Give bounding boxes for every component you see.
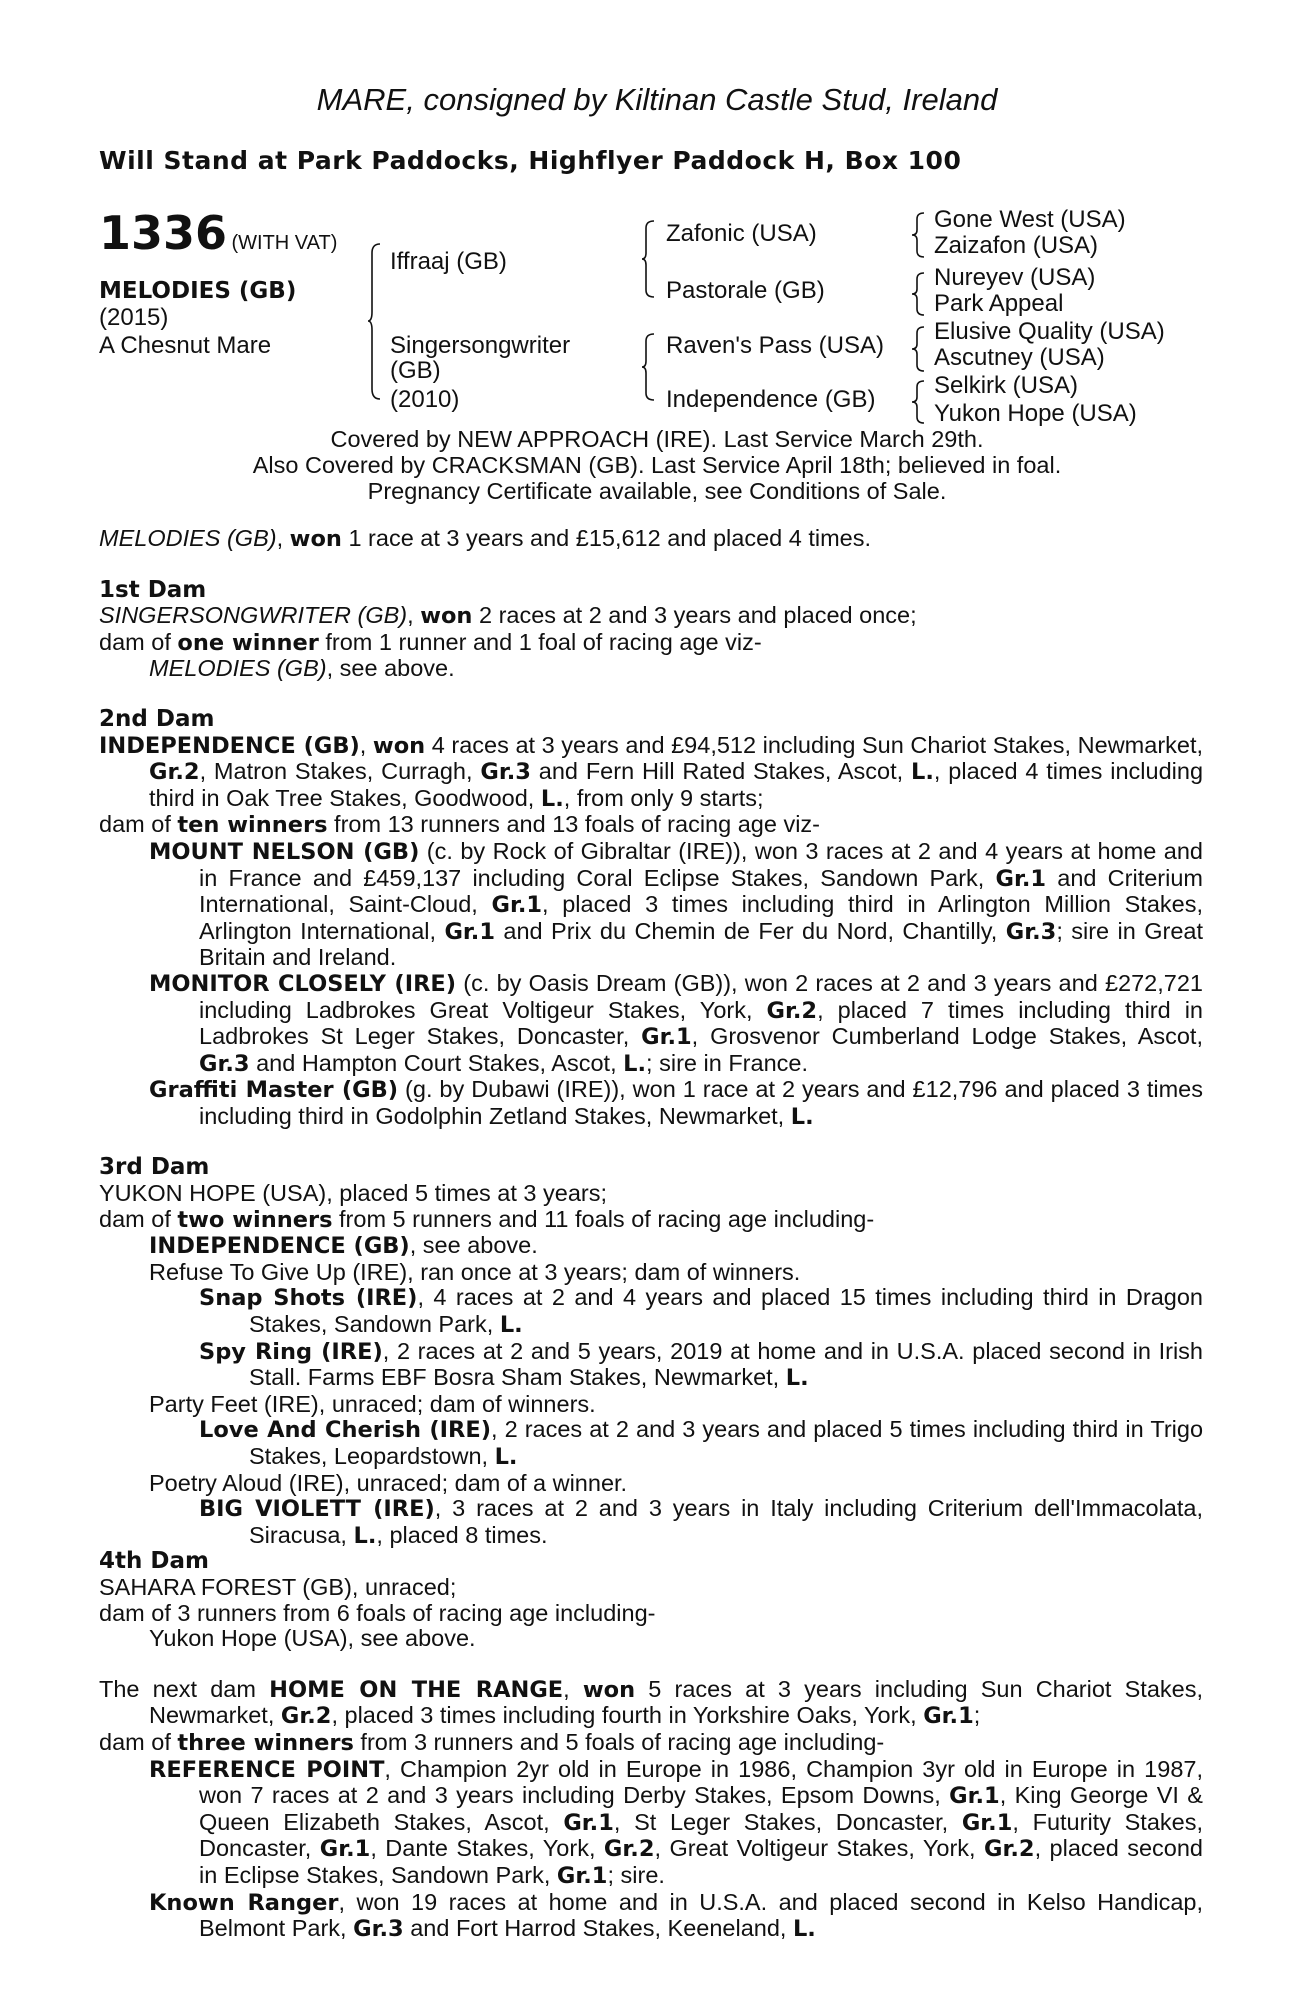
- pedigree-sire-sire: Zafonic (USA): [666, 220, 817, 247]
- brace-ds: [912, 326, 926, 372]
- second-dam-foal-1: MOUNT NELSON (GB) (c. by Rock of Gibraltar (IRE)), won 3 races at 2 and 4 years at home and in France and £459,137 including Coral Eclipse Stakes, Sandown Park, Gr.1 and Criterium International, Saint-Cloud, Gr.1, placed 3 times including third in Arlington Million Stakes, Arlington International, Gr.1 and Prix du Chemin de Fer du Nord, Chantilly, Gr.3; sire in Great Britain and Ireland.: [149, 837, 1204, 971]
- pedigree-dam-dam: Independence (GB): [666, 386, 876, 413]
- pedigree-dam-line1: Singersongwriter: [390, 332, 571, 359]
- second-dam-foal-3: Graffiti Master (GB) (g. by Dubawi (IRE)), won 1 race at 2 years and £12,796 and placed 3 times including third in Godolphin Zetland Stakes, Newmarket, L.: [149, 1076, 1203, 1130]
- third-dam-foal-4: Poetry Aloud (IRE), unraced; dam of a winner.: [149, 1469, 628, 1496]
- third-dam-record: YUKON HOPE (USA), placed 5 times at 3 years;: [99, 1180, 608, 1207]
- third-dam-foal-3: Party Feet (IRE), unraced; dam of winners.: [149, 1390, 596, 1417]
- first-dam-produce: dam of one winner from 1 runner and 1 foal of racing age viz-: [99, 628, 762, 656]
- first-dam-foal: MELODIES (GB), see above.: [149, 655, 455, 682]
- second-dam-heading: 2nd Dam: [99, 705, 215, 732]
- next-dam-record: The next dam HOME ON THE RANGE, won 5 races at 3 years including Sun Chariot Stakes, Newmarket, Gr.2, placed 3 times including fourth in Yorkshire Oaks, York, Gr.1;: [99, 1675, 1203, 1730]
- fourth-dam-produce: dam of 3 runners from 6 foals of racing age including-: [99, 1599, 656, 1626]
- third-dam-foal-1: INDEPENDENCE (GB), see above.: [149, 1232, 538, 1260]
- brace-sd: [912, 272, 926, 316]
- produce-record: [99, 526, 1203, 1943]
- covering-info: [0, 426, 1314, 504]
- third-dam-produce: dam of two winners from 5 runners and 11 foals of racing age including-: [99, 1205, 875, 1233]
- third-dam-grandfoal-4: BIG VIOLETT (IRE), 3 races at 2 and 3 years in Italy including Criterium dell'Immacolata, Siracusa, L., placed 8 times.: [199, 1495, 1204, 1549]
- fourth-dam-record: SAHARA FOREST (GB), unraced;: [99, 1573, 457, 1600]
- pedigree-dam-line3: (2010): [390, 386, 460, 413]
- brace-dd: [912, 380, 926, 424]
- pedigree-dss: Elusive Quality (USA): [934, 318, 1165, 345]
- pedigree-sds: Nureyev (USA): [934, 264, 1096, 291]
- pedigree-sire-dam: Pastorale (GB): [666, 277, 825, 304]
- pedigree-sss: Gone West (USA): [934, 206, 1126, 233]
- brace-dam-line: [642, 333, 656, 401]
- brace-sire-line: [642, 220, 656, 298]
- pedigree-sdd: Park Appeal: [934, 290, 1064, 317]
- lot-number: 1336: [99, 206, 228, 260]
- covering-line-2: Also Covered by CRACKSMAN (GB). Last Service April 18th; believed in foal.: [252, 452, 1062, 478]
- pedigree-ddd: Yukon Hope (USA): [934, 400, 1137, 427]
- next-dam-foal-1: REFERENCE POINT, Champion 2yr old in Europe in 1986, Champion 3yr old in Europe in 1987, won 7 races at 2 and 3 years including Derby Stakes, Epsom Downs, Gr.1, King George VI & Queen Elizabeth Stakes, Ascot, Gr.1, St Leger Stakes, Doncaster, Gr.1, Futurity Stakes, Doncaster, Gr.1, Dante Stakes, York, Gr.2, Great Voltigeur Stakes, York, Gr.2, placed second in Eclipse Stakes, Sandown Park, Gr.1; sire.: [149, 1755, 1203, 1889]
- pedigree-dam-line2: (GB): [390, 357, 441, 384]
- first-dam-record: SINGERSONGWRITER (GB), won 2 races at 2 and 3 years and placed once;: [99, 602, 917, 630]
- lot-number-row: [99, 206, 337, 260]
- pedigree-ssd: Zaizafon (USA): [934, 232, 1099, 259]
- vat-note: (WITH VAT): [231, 232, 338, 254]
- horse-description: A Chesnut Mare: [99, 332, 272, 359]
- pedigree-sire: Iffraaj (GB): [390, 248, 507, 275]
- covering-line-3: Pregnancy Certificate available, see Conditions of Sale.: [367, 478, 947, 504]
- brace-ss: [912, 212, 926, 258]
- covering-line-1: Covered by NEW APPROACH (IRE). Last Service March 29th.: [330, 426, 984, 452]
- brace-gen1: [368, 243, 382, 400]
- third-dam-foal-2: Refuse To Give Up (IRE), ran once at 3 years; dam of winners.: [149, 1258, 801, 1285]
- intro-paragraph: MELODIES (GB), won 1 race at 3 years and £15,612 and placed 4 times.: [99, 525, 872, 552]
- second-dam-record: INDEPENDENCE (GB), won 4 races at 3 years and £94,512 including Sun Chariot Stakes, Newmarket, Gr.2, Matron Stakes, Curragh, Gr.3 and Fern Hill Rated Stakes, Ascot, L., placed 4 times including third in Oak Tree Stakes, Goodwood, L., from only 9 starts;: [99, 731, 1204, 812]
- stand-location: Will Stand at Park Paddocks, Highflyer Paddock H, Box 100: [99, 146, 962, 175]
- third-dam-grandfoal-2: Spy Ring (IRE), 2 races at 2 and 5 years, 2019 at home and in U.S.A. placed second in Irish Stall. Farms EBF Bosra Sham Stakes, Newmarket, L.: [199, 1337, 1203, 1392]
- next-dam-foal-2: Known Ranger, won 19 races at home and in U.S.A. and placed second in Kelso Handicap, Belmont Park, Gr.3 and Fort Harrod Stakes, Keeneland, L.: [149, 1888, 1203, 1943]
- consignment-heading: MARE, consigned by Kiltinan Castle Stud, Ireland: [316, 82, 998, 117]
- pedigree-dds: Selkirk (USA): [934, 372, 1079, 399]
- third-dam-grandfoal-3: Love And Cherish (IRE), 2 races at 2 and 3 years and placed 5 times including third in Trigo Stakes, Leopardstown, L.: [199, 1416, 1204, 1470]
- first-dam-heading: 1st Dam: [99, 576, 207, 603]
- third-dam-grandfoal-1: Snap Shots (IRE), 4 races at 2 and 4 years and placed 15 times including third in Dragon Stakes, Sandown Park, L.: [199, 1284, 1203, 1339]
- next-dam-produce: dam of three winners from 3 runners and 5 foals of racing age including-: [99, 1728, 885, 1756]
- second-dam-foal-2: MONITOR CLOSELY (IRE) (c. by Oasis Dream (GB)), won 2 races at 2 and 3 years and £272,721 including Ladbrokes Great Voltigeur Stakes, York, Gr.2, placed 7 times including third in Ladbrokes St Leger Stakes, Doncaster, Gr.1, Grosvenor Cumberland Lodge Stakes, Ascot, Gr.3 and Hampton Court Stakes, Ascot, L.; sire in France.: [149, 969, 1204, 1077]
- horse-name: MELODIES (GB): [99, 278, 297, 304]
- pedigree-dsd: Ascutney (USA): [934, 344, 1105, 371]
- fourth-dam-heading: 4th Dam: [99, 1548, 209, 1575]
- pedigree-dam-sire: Raven's Pass (USA): [666, 332, 884, 359]
- third-dam-heading: 3rd Dam: [99, 1154, 210, 1181]
- second-dam-produce: dam of ten winners from 13 runners and 13 foals of racing age viz-: [99, 811, 820, 839]
- fourth-dam-foal: Yukon Hope (USA), see above.: [149, 1625, 476, 1652]
- foaling-year: (2015): [99, 304, 169, 331]
